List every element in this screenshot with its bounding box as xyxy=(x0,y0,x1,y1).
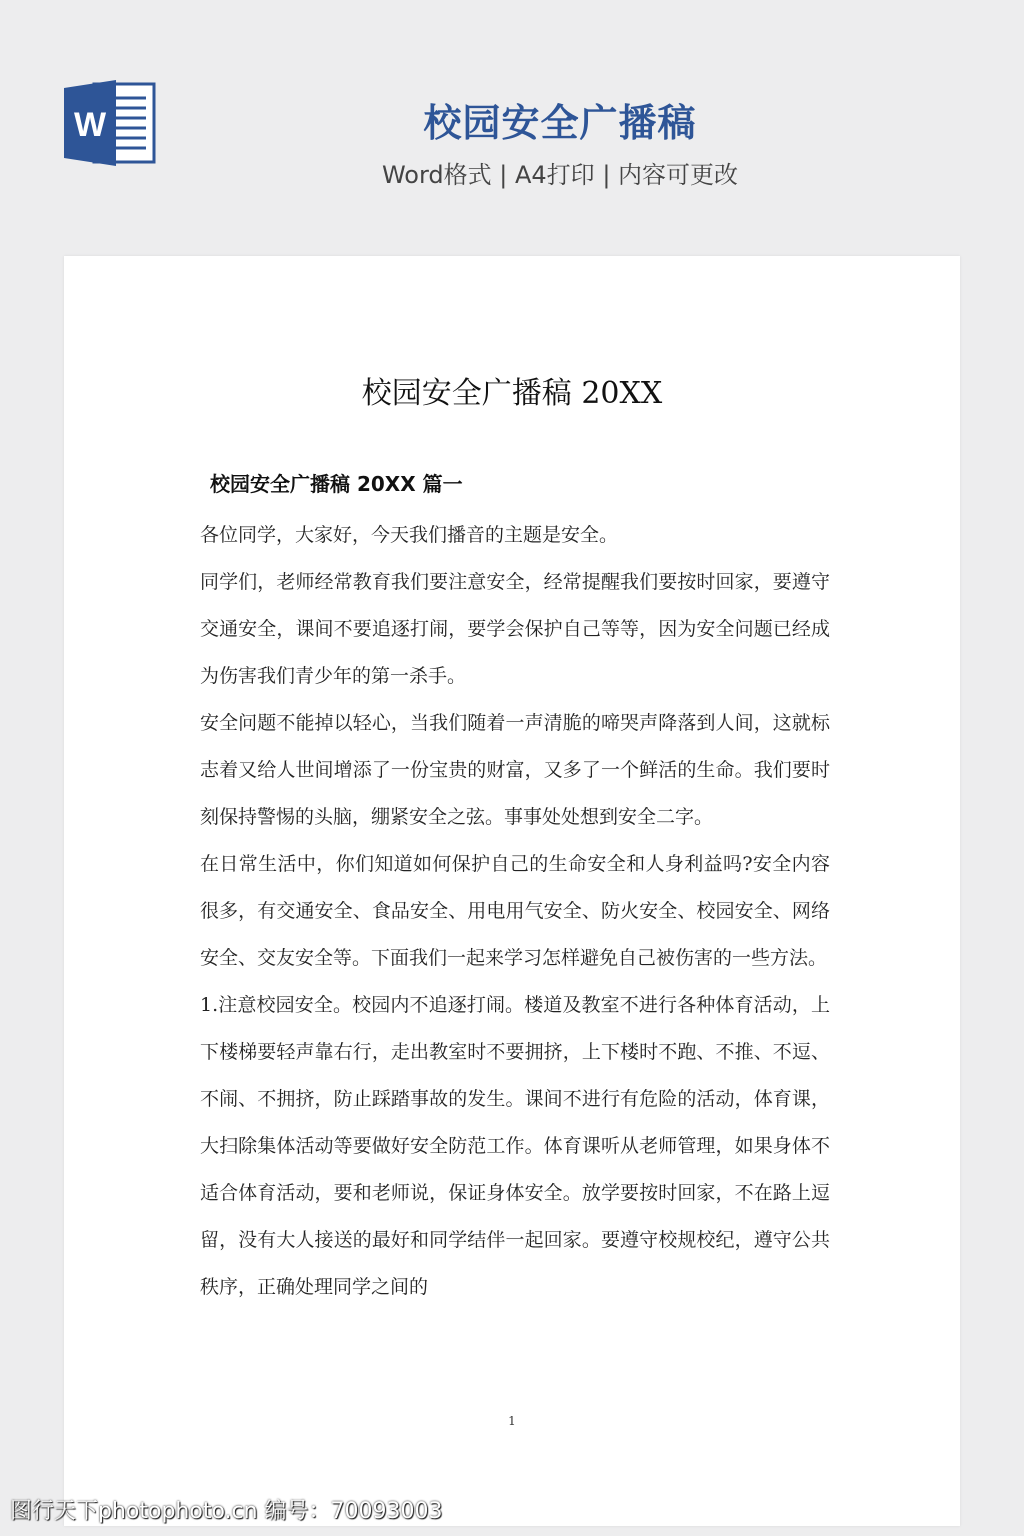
header-banner xyxy=(0,0,1024,250)
paragraph: 在日常生活中，你们知道如何保护自己的生命安全和人身利益吗?安全内容很多，有交通安全、食品安全、用电用气安全、防火安全、校园安全、网络安全、交友安全等。下面我们一起来学习怎样避免自己被伤害的一些方法。 xyxy=(200,853,830,969)
paragraph: 各位同学，大家好，今天我们播音的主题是安全。 xyxy=(200,524,619,546)
section-heading: 校园安全广播稿 20XX 篇一 xyxy=(210,472,463,496)
word-icon-letter: W xyxy=(73,106,107,144)
header-title: 校园安全广播稿 xyxy=(423,101,697,145)
document-title: 校园安全广播稿 20XX xyxy=(361,376,663,411)
document-page xyxy=(64,256,960,1526)
header-subtitle: Word格式 | A4打印 | 内容可更改 xyxy=(381,161,739,189)
document-body xyxy=(200,512,830,1311)
word-document-icon xyxy=(64,80,156,166)
paragraph: 同学们，老师经常教育我们要注意安全，经常提醒我们要按时回家，要遵守交通安全，课间不要追逐打闹，要学会保护自己等等，因为安全问题已经成为伤害我们青少年的第一杀手。 xyxy=(200,571,830,687)
page-number: 1 xyxy=(508,1414,516,1428)
paragraph: 1.注意校园安全。校园内不追逐打闹。楼道及教室不进行各种体育活动，上下楼梯要轻声靠右行，走出教室时不要拥挤，上下楼时不跑、不推、不逗、不闹、不拥挤，防止踩踏事故的发生。课间不进行有危险的活动，体育课，大扫除集体活动等要做好安全防范工作。体育课听从老师管理，如果身体不适合体育活动，要和老师说，保证身体安全。放学要按时回家，不在路上逗留，没有大人接送的最好和同学结伴一起回家。要遵守校规校纪，遵守公共秩序，正确处理同学之间的 xyxy=(200,994,830,1298)
watermark-text: 图行天下photophoto.cn 编号：70093003 xyxy=(10,1499,443,1524)
paragraph: 安全问题不能掉以轻心，当我们随着一声清脆的啼哭声降落到人间，这就标志着又给人世间增添了一份宝贵的财富，又多了一个鲜活的生命。我们要时刻保持警惕的头脑，绷紧安全之弦。事事处处想到安全二字。 xyxy=(200,712,830,828)
